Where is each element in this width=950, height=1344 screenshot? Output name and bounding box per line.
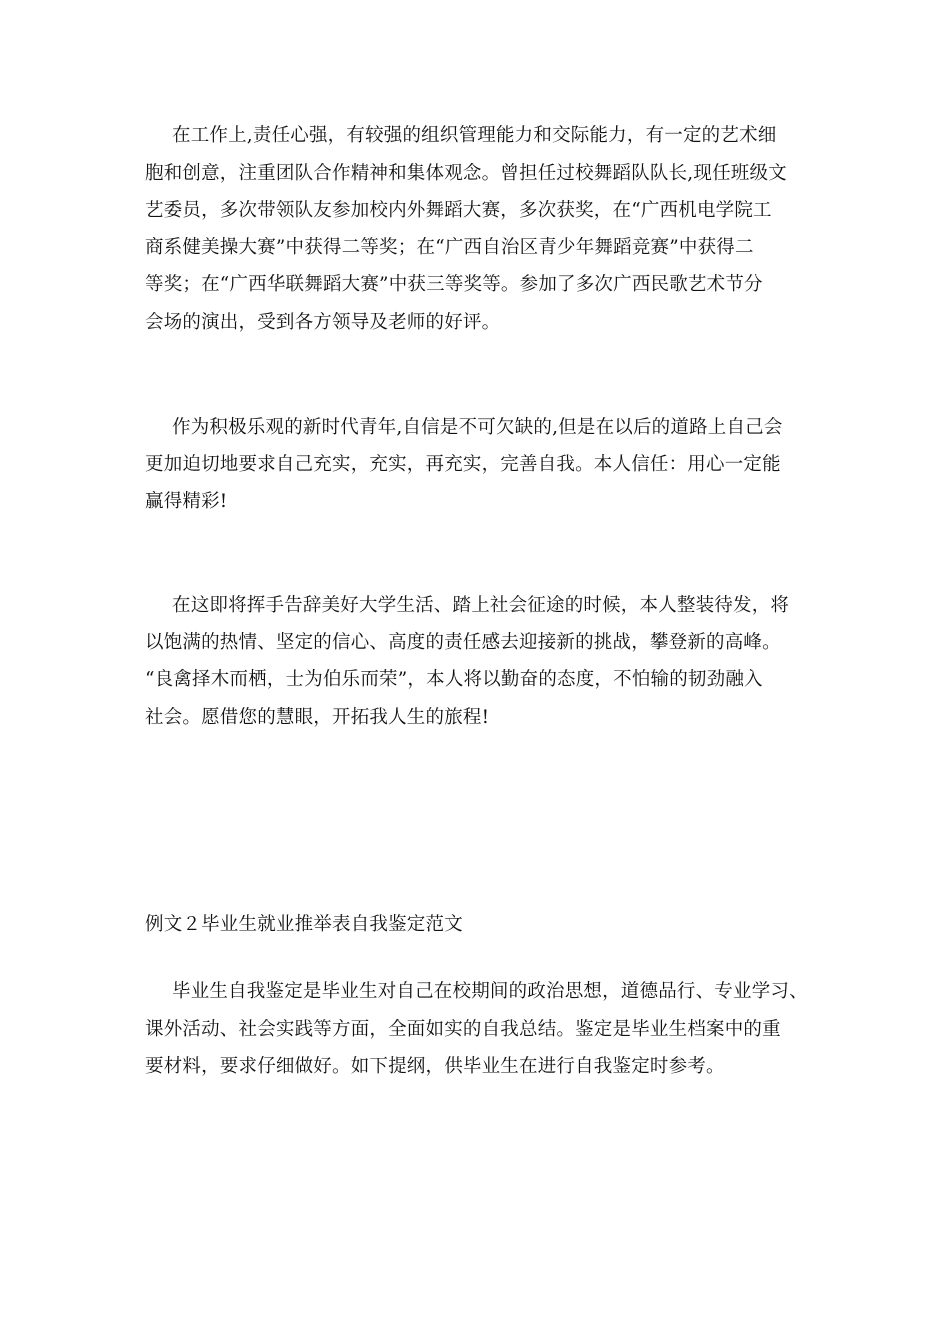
paragraph-line: 社会。愿借您的慧眼，开拓我人生的旅程! <box>145 707 490 728</box>
paragraph-line: 艺委员，多次带领队友参加校内外舞蹈大赛，多次获奖，在“广西机电学院工 <box>145 200 772 221</box>
paragraph-line: 课外活动、社会实践等方面，全面如实的自我总结。鉴定是毕业生档案中的重 <box>145 1019 781 1040</box>
paragraph-line: 在这即将挥手告辞美好大学生活、踏上社会征途的时候，本人整装待发，将 <box>172 595 790 616</box>
paragraph-line: 赢得精彩! <box>145 491 228 512</box>
paragraph-line: 毕业生自我鉴定是毕业生对自己在校期间的政治思想，道德品行、专业学习、 <box>172 981 808 1002</box>
paragraph-line: 以饱满的热情、坚定的信心、高度的责任感去迎接新的挑战，攀登新的高峰。 <box>145 632 781 653</box>
paragraph-line: 要材料，要求仔细做好。如下提纲，供毕业生在进行自我鉴定时参考。 <box>145 1056 725 1077</box>
paragraph-line: 等奖；在“广西华联舞蹈大赛”中获三等奖等。参加了多次广西民歌艺术节分 <box>145 274 763 295</box>
paragraph-line: “良禽择木而栖，士为伯乐而荣”，本人将以勤奋的态度，不怕输的韧劲融入 <box>145 669 763 690</box>
paragraph-line: 在工作上,责任心强，有较强的组织管理能力和交际能力，有一定的艺术细 <box>172 125 777 146</box>
section-title: 例文２毕业生就业推举表自我鉴定范文 <box>145 914 463 935</box>
paragraph-line: 更加迫切地要求自己充实，充实，再充实，完善自我。本人信任：用心一定能 <box>145 454 781 475</box>
paragraph-line: 胞和创意，注重团队合作精神和集体观念。曾担任过校舞蹈队队长,现任班级文 <box>145 163 787 184</box>
paragraph-line: 会场的演出，受到各方领导及老师的好评。 <box>145 312 501 333</box>
paragraph-line: 商系健美操大赛”中获得二等奖；在“广西自治区青少年舞蹈竞赛”中获得二 <box>145 237 754 258</box>
paragraph-line: 作为积极乐观的新时代青年,自信是不可欠缺的,但是在以后的道路上自己会 <box>172 417 783 438</box>
